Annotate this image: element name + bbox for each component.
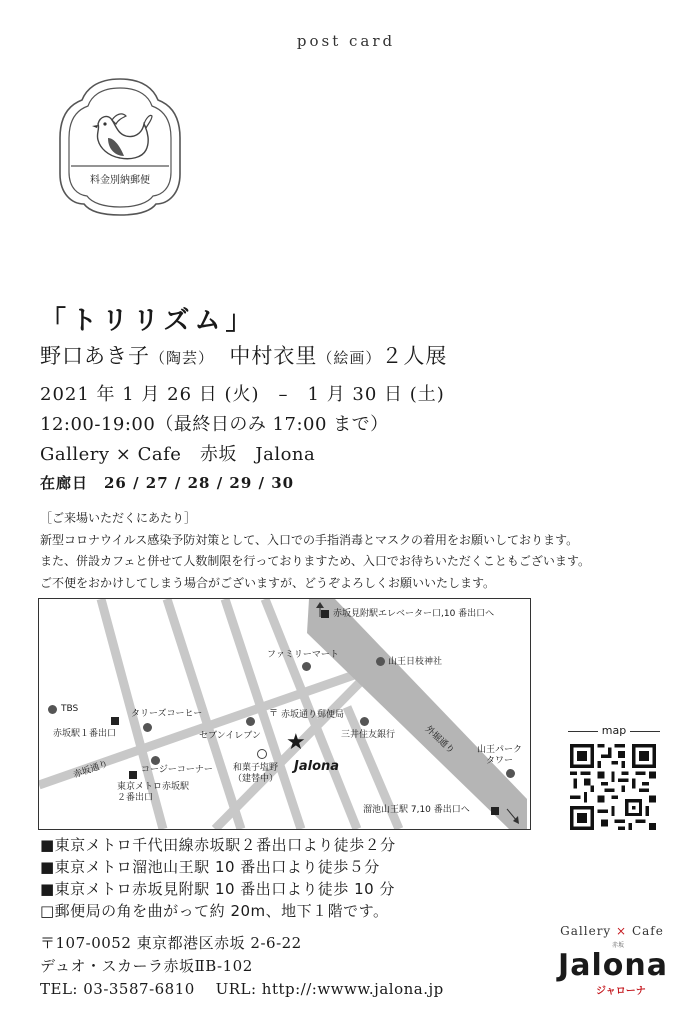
access-line: □郵便局の角を曲がって約 20m、地下１階です。 [40, 902, 389, 920]
station-exit-marker [111, 717, 119, 725]
access-directions [40, 834, 396, 922]
artist1-medium: （陶芸） [150, 349, 215, 367]
sanno-shrine-marker [376, 657, 385, 666]
map-label-metro-akasaka: 東京メトロ赤坂駅 ２番出口 [117, 782, 190, 803]
map-label-cozy-corner: コージーコーナー [141, 765, 213, 775]
map-label-sanno-shrine: 山王日枝神社 [388, 657, 443, 667]
map-label-akasaka-exit1: 赤坂駅１番出口 [53, 729, 117, 739]
show-type: ２人展 [381, 344, 448, 368]
stamp-text: 料金別納郵便 [90, 175, 150, 186]
map-label-shioya: 和菓子塩野 （建替中） [233, 763, 279, 784]
logo-cross: × [616, 924, 628, 938]
qr-label [568, 724, 660, 737]
building-name: デュオ・スカーラ赤坂ⅡB-102 [40, 957, 253, 975]
notice-line: 新型コロナウイルス感染予防対策として、入口での手指消毒とマスクの着用をお願いしております。 [40, 532, 579, 547]
family-mart-marker [302, 662, 311, 671]
map-label-tullys: タリーズコーヒー [131, 709, 203, 719]
map-label-smbc: 三井住友銀行 [341, 730, 396, 740]
notice-line: ご不便をおかけしてしまう場合がございますが、どうぞよろしくお願いいたします。 [40, 575, 496, 590]
station-exit-marker [491, 807, 499, 815]
contact-info: TEL: 03-3587-6810 URL: http://:wwww.jalona.jp [40, 980, 444, 998]
artist2-medium: （絵画） [317, 349, 382, 367]
map-label-akasaka-mitsuke: 赤坂見附駅エレベーター口,10 番出口へ [333, 609, 495, 619]
logo-gallery: Gallery [560, 924, 612, 938]
map-label-tameike: 溜池山王駅 7,10 番出口へ [363, 805, 470, 815]
cozy-corner-marker [151, 756, 160, 765]
map-label-jalona: Jalona [294, 759, 340, 774]
notice-heading: ［ご来場いただくにあたり］ [40, 511, 197, 525]
map-label-sanno-park: 山王パーク タワー [477, 745, 523, 766]
map-label-sotobori: 外堀通り [422, 724, 456, 757]
notice-line: また、併設カフェと併せて人数制限を行っておりますため、入口でお待ちいただくこともございます。 [40, 554, 590, 568]
map-label-post-office: 赤坂通り郵便局 [281, 710, 345, 720]
visitor-notice [40, 508, 680, 594]
station-exit-marker [321, 610, 329, 618]
qr-code-icon[interactable] [570, 744, 656, 830]
map-label-family-mart: ファミリーマート [267, 650, 339, 660]
map-label-akasaka-dori: 赤坂通り [72, 759, 110, 781]
stamp-frame-icon [56, 76, 184, 216]
jalona-logo: Jalona [558, 948, 668, 983]
logo-area: 赤坂 [612, 942, 625, 949]
exhibition-hours: 12:00-19:00（最終日のみ 17:00 まで） [40, 414, 389, 435]
tullys-marker [143, 723, 152, 732]
star-icon: ★ [286, 730, 306, 755]
access-line: ■東京メトロ溜池山王駅 10 番出口より徒歩５分 [40, 858, 380, 876]
postcard-header: post card [296, 32, 396, 50]
qr-label-text: map [598, 724, 630, 737]
map-label-tbs: TBS [61, 704, 79, 714]
station-exit-marker [129, 771, 137, 779]
artist1-name: 野口あき子 [40, 344, 150, 368]
shioya-marker [257, 749, 267, 759]
artist2-name: 中村衣里 [229, 344, 318, 368]
artists-line [40, 340, 447, 370]
postage-stamp [56, 76, 184, 216]
logo-cafe: Cafe [631, 924, 664, 938]
smbc-marker [360, 717, 369, 726]
seven-eleven-marker [246, 717, 255, 726]
access-line: ■東京メトロ赤坂見附駅 10 番出口より徒歩 10 分 [40, 880, 395, 898]
logo-kana: ジャローナ [596, 986, 646, 997]
access-line: ■東京メトロ千代田線赤坂駅２番出口より徒歩２分 [40, 836, 396, 854]
venue-name: Gallery × Cafe 赤坂 Jalona [40, 444, 316, 465]
address-block [40, 932, 444, 1001]
post-office-icon: 〒 [269, 709, 279, 719]
logo-tagline [560, 924, 664, 938]
exhibition-title: 「トリリズム」 [40, 306, 257, 336]
tbs-marker [48, 705, 57, 714]
bird-icon [92, 114, 152, 159]
artist-presence-days: 在廊日 26 / 27 / 28 / 29 / 30 [40, 474, 295, 492]
sanno-park-marker [506, 769, 515, 778]
postal-address: 〒107-0052 東京都港区赤坂 2-6-22 [40, 934, 302, 952]
map-label-seven-eleven: セブンイレブン [199, 731, 261, 741]
exhibition-dates: 2021 年 1 月 26 日 (火) – 1 月 30 日 (土) [40, 384, 445, 405]
access-map [38, 598, 531, 830]
